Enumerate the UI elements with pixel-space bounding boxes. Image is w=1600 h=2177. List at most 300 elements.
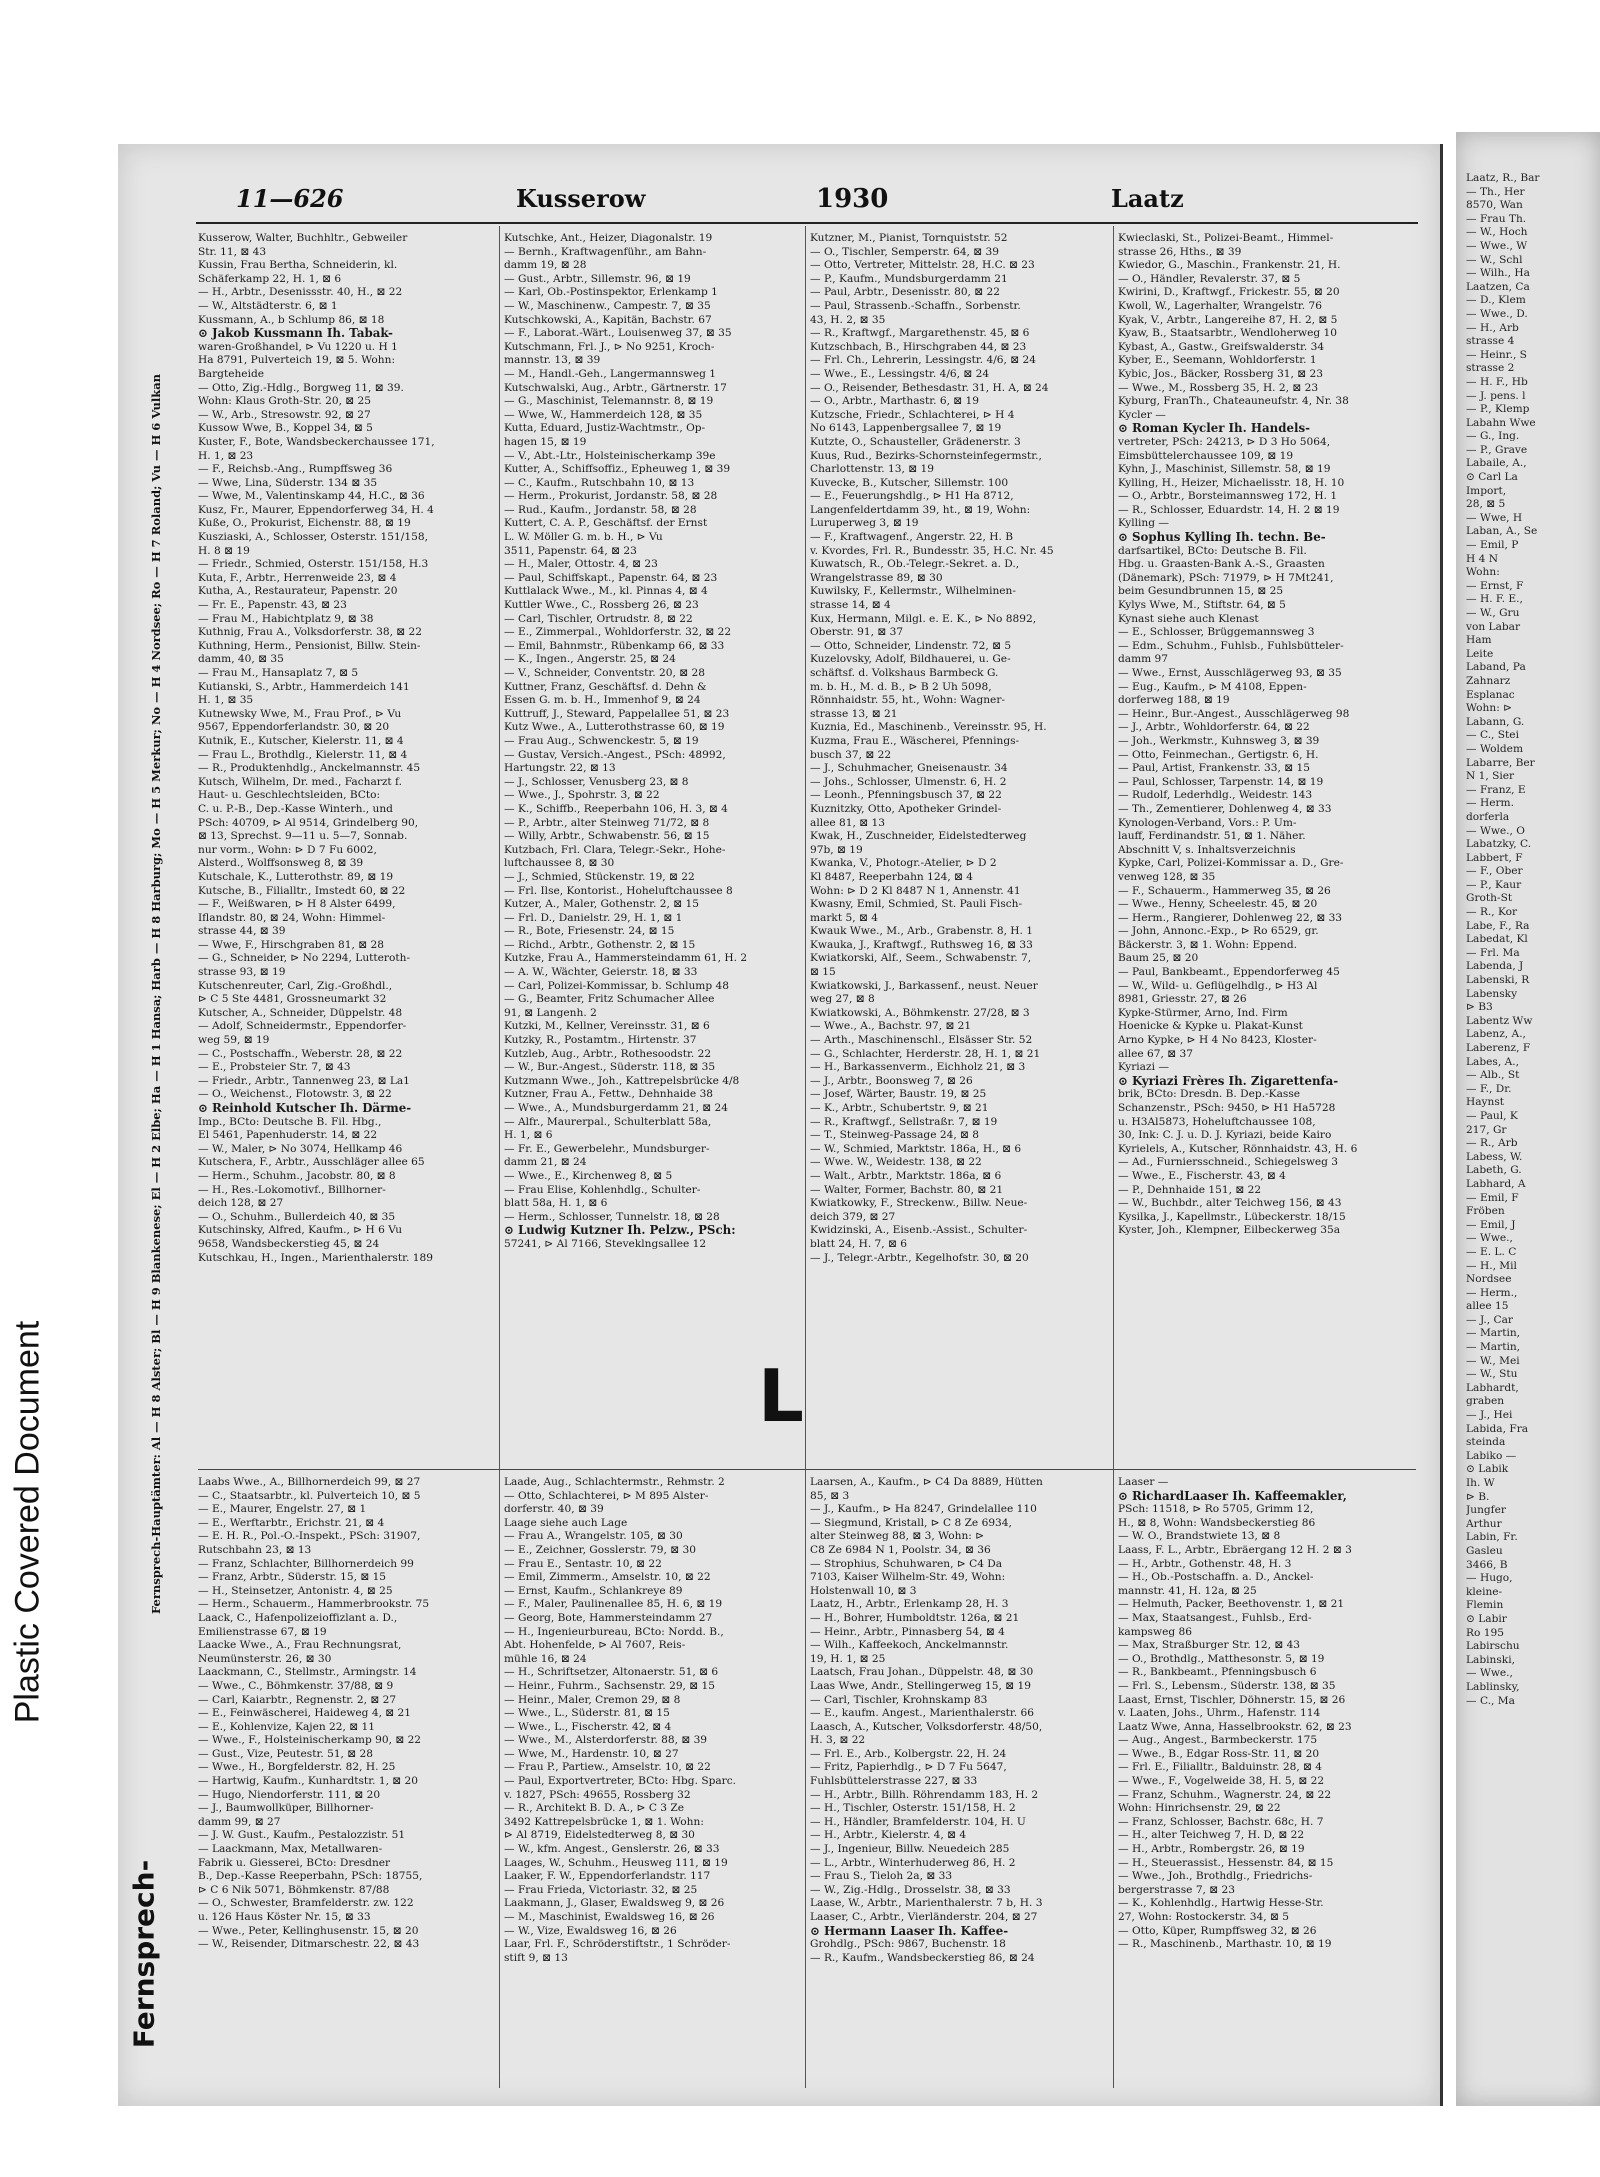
directory-entry: strasse 4 <box>1466 335 1515 348</box>
directory-entry: — W. O., Brandstwiete 13, ⊠ 8 <box>1118 1530 1281 1543</box>
directory-entry: Kylling, H., Heizer, Michaelisstr. 18, H. 10 <box>1118 476 1345 489</box>
directory-entry: — R., Maschinenb., Marthastr. 10, ⊠ 19 <box>1118 1938 1332 1951</box>
directory-entry: Kutzschbach, B., Hirschgraben 44, ⊠ 23 <box>810 340 1027 353</box>
directory-entry: — Franz, E <box>1466 783 1526 796</box>
header-right-name: Laatz <box>1111 184 1184 213</box>
directory-entry: — J., Hei <box>1466 1409 1513 1422</box>
directory-entry: Kutzer, A., Maler, Gothenstr. 2, ⊠ 15 <box>504 898 699 911</box>
directory-entry: — Frau Aug., Schwenckestr. 5, ⊠ 19 <box>504 734 699 747</box>
directory-entry: — W., Maschinenw., Campestr. 7, ⊠ 35 <box>504 299 711 312</box>
directory-entry: alter Steinweg 88, ⊠ 3, Wohn: ⊳ <box>810 1530 985 1543</box>
directory-entry: — Herm., Schlosser, Tunnelstr. 18, ⊠ 28 <box>504 1210 720 1223</box>
directory-entry: Laatsch, Frau Johan., Düppelstr. 48, ⊠ 30 <box>810 1666 1034 1679</box>
directory-entry: Kutta, Eduard, Justiz-Wachtmstr., Op- <box>504 422 706 435</box>
column-bottom-2 <box>504 1476 794 1965</box>
directory-entry: Flemin <box>1466 1599 1504 1612</box>
directory-entry: — Wwe., F., Holsteinischerkamp 90, ⊠ 22 <box>198 1734 422 1747</box>
directory-entry: Kwiatkowski, J., Barkassenf., neust. Neuer <box>810 979 1038 992</box>
directory-entry: Haut- u. Geschlechtsleiden, BCto: <box>198 789 381 802</box>
directory-entry: Kuwilsky, F., Kellermstr., Wilhelminen- <box>810 585 1016 598</box>
directory-entry: Kyak, V., Arbtr., Langereihe 87, H. 2, ⊠ 5 <box>1118 313 1338 326</box>
directory-entry: steinda <box>1466 1436 1506 1449</box>
directory-entry: — Wwe., B., Edgar Ross-Str. 11, ⊠ 20 <box>1118 1747 1320 1760</box>
directory-entry: Kutnik, E., Kutscher, Kielerstr. 11, ⊠ 4 <box>198 734 404 747</box>
directory-entry: Kuttlalack Wwe., M., kl. Pinnas 4, ⊠ 4 <box>504 585 708 598</box>
directory-entry: — V., Abt.-Ltr., Holsteinischerkamp 39e <box>504 449 716 462</box>
directory-entry: 27, Wohn: Rostockerstr. 34, ⊠ 5 <box>1118 1911 1289 1923</box>
directory-entry: markt 5, ⊠ 4 <box>810 911 878 924</box>
directory-entry: Labess, W. <box>1466 1150 1523 1163</box>
directory-entry: — P., Klemp <box>1466 403 1530 416</box>
directory-entry: — W., Reisender, Ditmarschestr. 22, ⊠ 43 <box>198 1938 420 1951</box>
directory-entry: Kutscher, A., Schneider, Düppelstr. 48 <box>198 1006 403 1019</box>
directory-entry: von Labar <box>1466 620 1521 633</box>
directory-entry: Kypke-Stürmer, Arno, Ind. Firm <box>1118 1006 1288 1019</box>
directory-entry: Kuwatsch, R., Ob.-Telegr.-Sekret. a. D., <box>810 558 1020 571</box>
directory-entry: 43, H. 2, ⊠ 35 <box>810 313 886 326</box>
directory-entry: Labirschu <box>1466 1640 1520 1653</box>
directory-entry: Laast, Ernst, Tischler, Döhnerstr. 15, ⊠ 26 <box>1118 1693 1346 1706</box>
directory-entry: — E., Feuerungshdlg., ⊳ H1 Ha 8712, <box>810 490 1014 503</box>
directory-entry: Hartungstr. 22, ⊠ 13 <box>504 762 616 775</box>
directory-entry: Kybic, Jos., Bäcker, Rossberg 31, ⊠ 23 <box>1118 367 1324 380</box>
directory-entry: — Carl, Tischler, Ortrudstr. 8, ⊠ 22 <box>504 612 693 625</box>
directory-entry: — Hugo, Niendorferstr. 111, ⊠ 20 <box>198 1788 381 1801</box>
header-rule <box>196 222 1418 224</box>
directory-entry: — Herm. <box>1466 797 1514 810</box>
directory-entry: 8981, Griesstr. 27, ⊠ 26 <box>1118 993 1247 1006</box>
directory-entry: — Frl. E., Filialltr., Balduinstr. 28, ⊠ 4 <box>1118 1761 1323 1774</box>
directory-entry: — Adolf, Schneidermstr., Eppendorfer- <box>198 1020 407 1033</box>
directory-entry: allee 67, ⊠ 37 <box>1118 1047 1193 1060</box>
directory-entry: Kutzmann Wwe., Joh., Kattrepelsbrücke 4/8 <box>504 1074 740 1087</box>
directory-entry: — H., alter Teichweg 7, H. D, ⊠ 22 <box>1118 1829 1305 1842</box>
directory-entry: Laacke Wwe., A., Frau Rechnungsrat, <box>198 1639 402 1652</box>
directory-entry: — Wwe., J., Spohrstr. 3, ⊠ 22 <box>504 789 660 802</box>
directory-entry: darfsartikel, BCto: Deutsche B. Fil. <box>1118 544 1307 557</box>
directory-entry: — Gust., Arbtr., Sillemstr. 96, ⊠ 19 <box>504 272 691 285</box>
directory-entry: Oberstr. 91, ⊠ 37 <box>810 626 904 639</box>
directory-entry: — Josef, Wärter, Baustr. 19, ⊠ 25 <box>810 1088 987 1101</box>
column-top-4 <box>1118 232 1408 1238</box>
directory-entry: ⊙ Kyriazi Frères Ih. Zigarettenfa- <box>1118 1074 1339 1088</box>
directory-entry: — Frau A., Wrangelstr. 105, ⊠ 30 <box>504 1530 683 1543</box>
directory-entry: — R., Kor <box>1466 906 1518 919</box>
directory-entry: weg 27, ⊠ 8 <box>810 993 875 1006</box>
directory-entry: Laban, A., Se <box>1466 525 1538 538</box>
directory-entry: PSch: 11518, ⊳ Ro 5705, Grimm 12, <box>1118 1503 1314 1516</box>
directory-entry: vertreter, PSch: 24213, ⊳ D 3 Ho 5064, <box>1118 435 1331 448</box>
directory-entry: — Th., Her <box>1466 185 1525 198</box>
directory-entry: — H., Steuerassist., Hessenstr. 84, ⊠ 15 <box>1118 1856 1334 1869</box>
directory-entry: Fuhlsbüttelerstrasse 227, ⊠ 33 <box>810 1775 978 1788</box>
directory-entry: u. H3Al5873, Hoheluftchaussee 108, <box>1118 1115 1316 1128</box>
directory-entry: — Herm., Schuhm., Jacobstr. 80, ⊠ 8 <box>198 1169 396 1182</box>
directory-entry: — W., Zig.-Hdlg., Drosselstr. 38, ⊠ 33 <box>810 1883 1011 1896</box>
directory-entry: — W., Mei <box>1466 1354 1520 1367</box>
directory-entry: Wohn: Klaus Groth-Str. 20, ⊠ 25 <box>198 395 372 408</box>
directory-entry: — Karl, Ob.-Postinspektor, Erlenkamp 1 <box>504 286 718 299</box>
directory-entry: — Friedr., Arbtr., Tannenweg 23, ⊠ La1 <box>198 1074 410 1087</box>
directory-entry: — Otto, Feinmechan., Gertigstr. 6, H. <box>1118 748 1319 761</box>
directory-entry: — Gustav, Versich.-Angest., PSch: 48992, <box>504 748 726 761</box>
directory-entry: Laack, C., Hafenpolizeioffizlant a. D., <box>198 1611 398 1624</box>
directory-entry: strasse 13, ⊠ 21 <box>810 707 898 720</box>
directory-entry: Schanzenstr., PSch: 9450, ⊳ H1 Ha5728 <box>1118 1102 1336 1114</box>
directory-entry: — Walter, Former, Bachstr. 80, ⊠ 21 <box>810 1183 1004 1196</box>
directory-entry: Kutschke, Ant., Heizer, Diagonalstr. 19 <box>504 232 713 244</box>
directory-entry: Kuznitzky, Otto, Apotheker Grindel- <box>810 802 1002 815</box>
directory-entry: — C., Stei <box>1466 729 1519 742</box>
directory-entry: Kwauk Wwe., M., Arb., Grabenstr. 8, H. 1 <box>810 925 1034 938</box>
directory-entry: ⊳ C 5 Ste 4481, Grossneumarkt 32 <box>198 993 387 1006</box>
directory-entry: Kwidzinski, A., Eisenb.-Assist., Schulter- <box>810 1224 1028 1237</box>
directory-entry: deich 379, ⊠ 27 <box>810 1210 896 1223</box>
directory-entry: — J., Arbtr., Wohldorferstr. 64, ⊠ 22 <box>1118 721 1310 734</box>
directory-entry: Laatz, R., Bar <box>1466 172 1540 184</box>
directory-entry: — G., Schneider, ⊳ No 2294, Lutteroth- <box>198 952 411 965</box>
directory-entry: Kwanka, V., Photogr.-Atelier, ⊳ D 2 <box>810 857 997 870</box>
directory-entry: Laabs Wwe., A., Billhornerdeich 99, ⊠ 27 <box>198 1476 421 1488</box>
directory-entry: Kuzma, Frau E., Wäscherei, Pfennings- <box>810 734 1020 747</box>
directory-entry: — Max, Staatsangest., Fuhlsb., Erd- <box>1118 1611 1312 1624</box>
directory-entry: — R., Kaufm., Wandsbeckerstieg 86, ⊠ 24 <box>810 1951 1035 1964</box>
directory-entry: Kwauka, J., Kraftwgf., Ruthsweg 16, ⊠ 33 <box>810 938 1033 951</box>
directory-entry: — O., Händler, Revalerstr. 37, ⊠ 5 <box>1118 272 1301 285</box>
directory-entry: Kwiatkowski, A., Böhmkenstr. 27/28, ⊠ 3 <box>810 1006 1030 1019</box>
directory-entry: Kutsch, Wilhelm, Dr. med., Facharzt f. <box>198 775 402 788</box>
directory-entry: venweg 128, ⊠ 35 <box>1118 870 1216 883</box>
directory-entry: — K., Schiffb., Reeperbahn 106, H. 3, ⊠ 4 <box>504 802 728 815</box>
directory-entry: ⊙ Reinhold Kutscher Ih. Därme- <box>198 1102 412 1115</box>
directory-entry: — F., Schauerm., Hammerweg 35, ⊠ 26 <box>1118 884 1331 897</box>
directory-entry: Kl 8487, Reeperbahn 124, ⊠ 4 <box>810 870 974 883</box>
column-bottom-4 <box>1118 1476 1408 1952</box>
column-bottom-1 <box>198 1476 488 1952</box>
directory-entry: — E., kaufm. Angest., Marienthalerstr. 66 <box>810 1707 1035 1720</box>
directory-entry: schäftsf. d. Volkshaus Barmbeck G. <box>810 667 999 679</box>
directory-entry: Luruperweg 3, ⊠ 19 <box>810 517 919 530</box>
directory-entry: Kuzelovsky, Adolf, Bildhauerei, u. Ge- <box>810 653 1011 666</box>
directory-entry: Charlottenstr. 13, ⊠ 19 <box>810 463 934 476</box>
directory-entry: — Franz, Schuhm., Wagnerstr. 24, ⊠ 22 <box>1118 1788 1332 1801</box>
directory-entry: — Otto, Vertreter, Mittelstr. 28, H.C. ⊠ 23 <box>810 259 1035 272</box>
directory-entry: — R., Bankbeamt., Pfenningsbusch 6 <box>1118 1666 1317 1679</box>
directory-entry: — W., Schl <box>1466 253 1523 266</box>
header-year: 1930 <box>816 184 889 214</box>
directory-entry: — R., Kraftwgf., Sellstraßr. 7, ⊠ 19 <box>810 1115 998 1128</box>
directory-entry: Laarsen, A., Kaufm., ⊳ C4 Da 8889, Hütten <box>810 1476 1043 1488</box>
directory-entry: u. 126 Haus Köster Nr. 15, ⊠ 33 <box>198 1911 371 1923</box>
directory-entry: allee 15 <box>1466 1300 1509 1313</box>
directory-entry: Rönnhaidstr. 55, ht., Wohn: Wagner- <box>810 694 1005 707</box>
directory-entry: — Fritz, Papierhdlg., ⊳ D 7 Fu 5647, <box>810 1761 1007 1774</box>
directory-entry: — Wwe, M., Valentinskamp 44, H.C., ⊠ 36 <box>198 490 425 503</box>
directory-entry: Laatzen, Ca <box>1466 280 1530 293</box>
directory-entry: 217, Gr <box>1466 1123 1507 1136</box>
directory-entry: — R., Schlosser, Eduardstr. 14, H. 2 ⊠ 19 <box>1118 503 1340 516</box>
directory-entry: ⊠ 13, Sprechst. 9—11 u. 5—7, Sonnab. <box>198 830 408 843</box>
directory-entry: Kwak, H., Zuschneider, Eidelstedterweg <box>810 830 1027 843</box>
directory-entry: — Alfr., Maurerpal., Schulterblatt 58a, <box>504 1115 712 1128</box>
directory-entry: — Paul, Arbtr., Desenisstr. 80, ⊠ 22 <box>810 286 1001 299</box>
directory-entry: kleine- <box>1466 1585 1503 1598</box>
directory-entry: — Paul, Strassenb.-Schaffn., Sorbenstr. <box>810 299 1021 312</box>
directory-entry: deich 128, ⊠ 27 <box>198 1197 284 1210</box>
directory-entry: 7103, Kaiser Wilhelm-Str. 49, Wohn: <box>810 1571 1006 1584</box>
directory-entry: — H., Steinsetzer, Antonistr. 4, ⊠ 25 <box>198 1584 393 1597</box>
directory-entry: ⊙ RichardLaaser Ih. Kaffeemakler, <box>1118 1489 1347 1503</box>
directory-entry: Abschnitt V, s. Inhaltsverzeichnis <box>1118 843 1296 856</box>
directory-entry: — Strophius, Schuhwaren, ⊳ C4 Da <box>810 1557 1003 1570</box>
directory-entry: — Franz, Schlosser, Bachstr. 68c, H. 7 <box>1118 1815 1324 1828</box>
directory-entry: — E., Zeichner, Gosslerstr. 79, ⊠ 30 <box>504 1543 696 1556</box>
directory-entry: Kwirini, D., Kraftwgf., Frickestr. 55, ⊠ 20 <box>1118 286 1340 299</box>
directory-entry: Kutha, A., Restaurateur, Papenstr. 20 <box>198 585 398 598</box>
directory-entry: strasse 26, Hths., ⊠ 39 <box>1118 245 1242 258</box>
directory-entry: Schäferkamp 22, H. 1, ⊠ 6 <box>198 272 342 285</box>
directory-entry: — Carl, Kaiarbtr., Regnenstr. 2, ⊠ 27 <box>198 1693 397 1706</box>
directory-entry: Kyburg, FranTh., Chateauneufstr. 4, Nr. 38 <box>1118 395 1349 408</box>
directory-entry: 30, Ink: C. J. u. D. J. Kyriazi, beide Kairo <box>1118 1129 1332 1142</box>
directory-entry: Ih. W <box>1466 1477 1495 1489</box>
directory-entry: Labensky <box>1466 987 1518 1000</box>
directory-entry: — P., Dehnhaide 151, ⊠ 22 <box>1118 1183 1262 1196</box>
directory-entry: Import, <box>1466 484 1507 497</box>
directory-entry: — Arth., Maschinenschl., Elsässer Str. 52 <box>810 1034 1033 1047</box>
directory-entry: — Wwe., M., Rossberg 35, H. 2, ⊠ 23 <box>1118 381 1319 394</box>
directory-entry: Laberenz, F <box>1466 1042 1531 1054</box>
directory-entry: — Wwe, H <box>1466 511 1523 524</box>
column-top-1 <box>198 232 488 1265</box>
directory-entry: H. 1, ⊠ 6 <box>504 1129 553 1142</box>
column-top-3 <box>810 232 1100 1265</box>
directory-entry: No 6143, Lappenbergsallee 7, ⊠ 19 <box>810 422 1002 435</box>
directory-entry: — J., Schuhmacher, Gneisenaustr. 34 <box>810 762 1008 775</box>
directory-entry: lauff, Ferdinandstr. 51, ⊠ 1. Näher. <box>1118 830 1306 843</box>
directory-entry: Laages, W., Schuhm., Heusweg 111, ⊠ 19 <box>504 1856 728 1869</box>
directory-entry: — E., Schlosser, Brüggemannsweg 3 <box>1118 626 1315 639</box>
directory-entry: Kynologen-Verband, Vors.: P. Um- <box>1118 816 1297 829</box>
directory-entry: Laatz, H., Arbtr., Erlenkamp 28, H. 3 <box>810 1598 1009 1611</box>
directory-entry: Kyrielels, A., Kutscher, Rönnhaidstr. 43, H. 6 <box>1118 1142 1358 1155</box>
directory-entry: H 4 N <box>1466 552 1498 565</box>
directory-entry: — Willy, Arbtr., Schwabenstr. 56, ⊠ 15 <box>504 830 710 843</box>
directory-entry: 3492 Kattrepelsbrücke 1, ⊠ 1. Wohn: <box>504 1815 704 1828</box>
directory-entry: 91, ⊠ Langenh. 2 <box>504 1006 597 1019</box>
directory-page <box>118 144 1443 2106</box>
directory-entry: — Wwe., E., Fischerstr. 43, ⊠ 4 <box>1118 1169 1286 1182</box>
directory-entry: ⊙ Hermann Laaser Ih. Kaffee- <box>810 1924 1009 1938</box>
section-divider <box>198 1469 1416 1470</box>
directory-entry: — J., Ingenieur, Billw. Neuedeich 285 <box>810 1843 1010 1856</box>
directory-entry: Kybast, A., Gastw., Greifswalderstr. 34 <box>1118 340 1325 353</box>
directory-entry: — G., Maschinist, Telemannstr. 8, ⊠ 19 <box>504 395 714 408</box>
directory-entry: — E., Kohlenvize, Kajen 22, ⊠ 11 <box>198 1720 375 1733</box>
directory-entry: — Th., Zementierer, Dohlenweg 4, ⊠ 33 <box>1118 802 1332 815</box>
directory-entry: 3511, Papenstr. 64, ⊠ 23 <box>504 544 637 557</box>
directory-entry: 28, ⊠ 5 <box>1466 498 1506 511</box>
directory-entry: — Carl, Tischler, Krohnskamp 83 <box>810 1693 988 1706</box>
directory-entry: Kutzky, R., Postamtm., Hirtenstr. 37 <box>504 1034 697 1047</box>
directory-entry: Rutschbahn 23, ⊠ 13 <box>198 1543 312 1556</box>
directory-entry: — Wwe, W., Hammerdeich 128, ⊠ 35 <box>504 408 703 421</box>
directory-entry: Ro 195 <box>1466 1626 1504 1639</box>
directory-entry: Labatzky, C. <box>1466 838 1532 851</box>
directory-entry: — Wwe., Peter, Kellinghusenstr. 15, ⊠ 20 <box>198 1924 419 1937</box>
directory-entry: Kutz Wwe., A., Lutterothstrasse 60, ⊠ 19 <box>504 721 725 734</box>
directory-entry: — Ad., Furniersschneid., Schiegelsweg 3 <box>1118 1156 1339 1169</box>
directory-entry: — Martin, <box>1466 1327 1521 1340</box>
directory-entry: allee 81, ⊠ 13 <box>810 816 885 829</box>
directory-entry: ⊳ B3 <box>1466 1001 1493 1014</box>
directory-entry: — Heinr., Maler, Cremon 29, ⊠ 8 <box>504 1693 681 1706</box>
directory-entry: Kutschinsky, Alfred, Kaufm., ⊳ H 6 Vu <box>198 1224 403 1237</box>
directory-entry: — Richd., Arbtr., Gothenstr. 2, ⊠ 15 <box>504 938 696 951</box>
directory-entry: — Bernh., Kraftwagenführ., am Bahn- <box>504 245 707 258</box>
directory-entry: Laackmann, C., Stellmstr., Armingstr. 14 <box>198 1666 417 1679</box>
directory-entry: strasse 93, ⊠ 19 <box>198 966 286 979</box>
directory-entry: — R., Arb <box>1466 1137 1518 1150</box>
directory-entry: Kwiatkorski, Alf., Seem., Schwabenstr. 7, <box>810 952 1032 965</box>
directory-entry: Labedat, Kl <box>1466 933 1528 946</box>
directory-entry: Iflandstr. 80, ⊠ 24, Wohn: Himmel- <box>198 911 386 924</box>
directory-entry: — Paul, Exportvertreter, BCto: Hbg. Sparc. <box>504 1775 737 1788</box>
directory-entry: Neumünsterstr. 26, ⊠ 30 <box>198 1652 332 1665</box>
directory-entry: Kwiedor, G., Maschin., Frankenstr. 21, H. <box>1118 259 1341 272</box>
directory-entry: 9658, Wandsbeckerstieg 45, ⊠ 24 <box>198 1237 380 1250</box>
directory-entry: Labhardt, <box>1466 1381 1519 1394</box>
directory-entry: H., ⊠ 8, Wohn: Wandsbeckerstieg 86 <box>1118 1516 1316 1529</box>
directory-entry: Kusserow, Walter, Buchhltr., Gebweiler <box>198 232 408 244</box>
directory-entry: — Frau Th. <box>1466 212 1527 225</box>
directory-entry: — W., kfm. Angest., Genslerstr. 26, ⊠ 33 <box>504 1843 720 1856</box>
directory-entry: — Wwe., F., Vogelweide 38, H. 5, ⊠ 22 <box>1118 1775 1325 1788</box>
directory-entry: — T., Steinweg-Passage 24, ⊠ 8 <box>810 1129 980 1142</box>
directory-entry: Kutschenreuter, Carl, Zig.-Großhdl., <box>198 979 393 992</box>
directory-entry: — J. W. Gust., Kaufm., Pestalozzistr. 51 <box>198 1829 406 1842</box>
directory-entry: — Rudolf, Lederhdlg., Weidestr. 143 <box>1118 789 1313 802</box>
page-header <box>196 184 1418 224</box>
directory-entry: Kyhn, J., Maschinist, Sillemstr. 58, ⊠ 19 <box>1118 463 1331 476</box>
directory-entry: — Wwe., O <box>1466 824 1525 837</box>
directory-entry: ⊙ Labir <box>1466 1612 1507 1625</box>
directory-entry: — E. H. R., Pol.-O.-Inspekt., PSch: 31907, <box>198 1530 421 1543</box>
directory-entry: Jungfer <box>1466 1504 1506 1517</box>
directory-entry: — Walt., Arbtr., Marktstr. 186a, ⊠ 6 <box>810 1169 1002 1182</box>
directory-entry: Hbg. u. Graasten-Bank A.-S., Graasten <box>1118 558 1325 571</box>
directory-entry: — Frau M., Habichtplatz 9, ⊠ 38 <box>198 612 374 625</box>
directory-entry: — F., Kraftwagenf., Angerstr. 22, H. B <box>810 531 1014 544</box>
legend-heading: Fernsprech- <box>127 1859 161 2049</box>
directory-entry: — Otto, Zig.-Hdlg., Borgweg 11, ⊠ 39. <box>198 381 404 394</box>
directory-entry: — Wwe., C., Böhmkenstr. 37/88, ⊠ 9 <box>198 1679 394 1692</box>
directory-entry: ⊳ C 6 Nik 5071, Böhmkenstr. 87/88 <box>198 1883 390 1896</box>
directory-entry: — Hugo, <box>1466 1572 1513 1585</box>
directory-entry: — W., Maler, ⊳ No 3074, Hellkamp 46 <box>198 1142 403 1155</box>
directory-entry: — Otto, Schneider, Lindenstr. 72, ⊠ 5 <box>810 639 1012 652</box>
directory-entry: Labann, G. <box>1466 715 1525 728</box>
directory-entry: luftchaussee 8, ⊠ 30 <box>504 857 615 870</box>
directory-entry: — Edm., Schuhm., Fuhlsb., Fuhlsbütteler- <box>1118 639 1344 652</box>
directory-entry: — Wwe. W., Weidestr. 138, ⊠ 22 <box>810 1156 982 1169</box>
directory-entry: mühle 16, ⊠ 24 <box>504 1652 587 1665</box>
directory-entry: Labiko — <box>1466 1449 1517 1462</box>
directory-entry: — H., Ingenieurbureau, BCto: Nordd. B., <box>504 1625 724 1638</box>
directory-entry: — Wwe., Joh., Brothdlg., Friedrichs- <box>1118 1870 1313 1883</box>
directory-entry: — H., Schriftsetzer, Altonaerstr. 51, ⊠ 6 <box>504 1666 719 1679</box>
directory-entry: Alsterd., Wolffsonsweg 8, ⊠ 39 <box>198 857 364 870</box>
directory-entry: damm 99, ⊠ 27 <box>198 1815 281 1828</box>
directory-entry: — H., Arbtr., Desenissstr. 40, H., ⊠ 22 <box>198 286 403 299</box>
directory-entry: Kuthnig, Frau A., Volksdorferstr. 38, ⊠ 22 <box>198 626 423 639</box>
directory-entry: H. 1, ⊠ 35 <box>198 694 254 707</box>
directory-entry: Kutschera, F., Arbtr., Ausschläger allee 65 <box>198 1156 425 1169</box>
directory-entry: (Dänemark), PSch: 71979, ⊳ H 7Mt241, <box>1118 571 1334 584</box>
directory-entry: Laar, Frl. F., Schröderstiftstr., 1 Schröder- <box>504 1938 731 1951</box>
directory-entry: damm 19, ⊠ 28 <box>504 259 587 272</box>
directory-entry: Laas Wwe, Andr., Stellingerweg 15, ⊠ 19 <box>810 1679 1031 1692</box>
directory-entry: dorferweg 188, ⊠ 19 <box>1118 694 1230 707</box>
directory-entry: — A. W., Wächter, Geierstr. 18, ⊠ 33 <box>504 966 698 979</box>
phone-exchange-legend: Fernsprech-Hauptämter: Al — H 8 Alster; Bl — H 9 Blankenese; El — H 2 Elbe; Ha — H 1 Hansa; Harb — H 8 Harburg; Mo — H 5 Merkur; No — H 4 Nordsee; Ro — H 7 Roland; Vu — H 6 Vulkan <box>149 373 163 1615</box>
directory-entry: Kussmann, A., b Schlump 86, ⊠ 18 <box>198 313 385 326</box>
directory-entry: — Wilh., Ha <box>1466 267 1530 280</box>
directory-entry: — O., Brothdlg., Matthesonstr. 5, ⊠ 19 <box>1118 1652 1325 1665</box>
directory-entry: — O., Tischler, Semperstr. 64, ⊠ 39 <box>810 245 1000 258</box>
directory-entry: — H. F., Hb <box>1466 375 1528 388</box>
directory-entry: — O., Arbtr., Borsteimannsweg 172, H. 1 <box>1118 490 1338 503</box>
directory-entry: — H., Arbtr., Rombergstr. 26, ⊠ 19 <box>1118 1843 1305 1856</box>
directory-entry: Haynst <box>1466 1096 1505 1109</box>
directory-entry: — Heinr., Fuhrm., Sachsenstr. 29, ⊠ 15 <box>504 1679 716 1692</box>
directory-entry: — O., Schwester, Bramfelderstr. zw. 122 <box>198 1897 414 1910</box>
directory-entry: blatt 24, H. 7, ⊠ 6 <box>810 1237 908 1250</box>
directory-entry: Laband, Pa <box>1466 661 1526 674</box>
directory-entry: — W., Gru <box>1466 607 1520 619</box>
directory-entry: strasse 44, ⊠ 39 <box>198 925 286 938</box>
directory-entry: — Frau Frieda, Victoriastr. 32, ⊠ 25 <box>504 1883 698 1896</box>
directory-entry: Kuthning, Herm., Pensionist, Billw. Stein- <box>198 639 421 652</box>
directory-entry: waren-Großhandel, ⊳ Vu 1220 u. H 1 <box>198 340 398 353</box>
directory-entry: brik, BCto: Dresdn. B. Dep.-Kasse <box>1118 1088 1301 1101</box>
directory-entry: — C., Kaufm., Rutschbahn 10, ⊠ 13 <box>504 476 695 489</box>
page-reference: 11—626 <box>236 184 344 213</box>
directory-entry: Grohdlg., PSch: 9867, Buchenstr. 18 <box>810 1938 1006 1951</box>
directory-entry: — Rud., Kaufm., Jordanstr. 58, ⊠ 28 <box>504 503 697 516</box>
directory-entry: — Paul, Schiffskapt., Papenstr. 64, ⊠ 23 <box>504 571 718 584</box>
directory-entry: Labarre, Ber <box>1466 756 1535 769</box>
directory-entry: — Woldem <box>1466 742 1523 755</box>
directory-entry: — Frau Elise, Kohlenhdlg., Schulter- <box>504 1183 701 1196</box>
directory-entry: Kutsche, B., Filialltr., Imstedt 60, ⊠ 22 <box>198 884 406 897</box>
directory-entry: — Eug., Kaufm., ⊳ M 4108, Eppen- <box>1118 680 1307 693</box>
directory-entry: v. Kvordes, Frl. R., Bundesstr. 35, H.C. Nr. 45 <box>810 544 1054 557</box>
directory-entry: Holstenwall 10, ⊠ 3 <box>810 1584 917 1597</box>
vertical-phone-legend <box>126 373 186 2054</box>
directory-entry: — Frl. E., Arb., Kolbergstr. 22, H. 24 <box>810 1747 1007 1760</box>
directory-entry: Eimsbüttelerchaussee 109, ⊠ 19 <box>1118 449 1294 462</box>
adjacent-page-edge <box>1456 132 1600 2106</box>
directory-entry: — Franz, Schlachter, Billhornerdeich 99 <box>198 1557 414 1570</box>
directory-entry: — Leonh., Pfenningsbusch 37, ⊠ 22 <box>810 789 1002 802</box>
directory-entry: — Frl. S., Lebensm., Süderstr. 138, ⊠ 35 <box>1118 1679 1336 1692</box>
directory-entry: — H., Res.-Lokomotivf., Billhorner- <box>198 1183 386 1196</box>
directory-entry: Laaker, F. W., Eppendorferlandstr. 117 <box>504 1870 711 1883</box>
directory-entry: — Emil, F <box>1466 1191 1519 1204</box>
directory-entry: busch 37, ⊠ 22 <box>810 748 892 761</box>
directory-entry: — E., Zimmerpal., Wohldorferstr. 32, ⊠ 22 <box>504 626 732 639</box>
